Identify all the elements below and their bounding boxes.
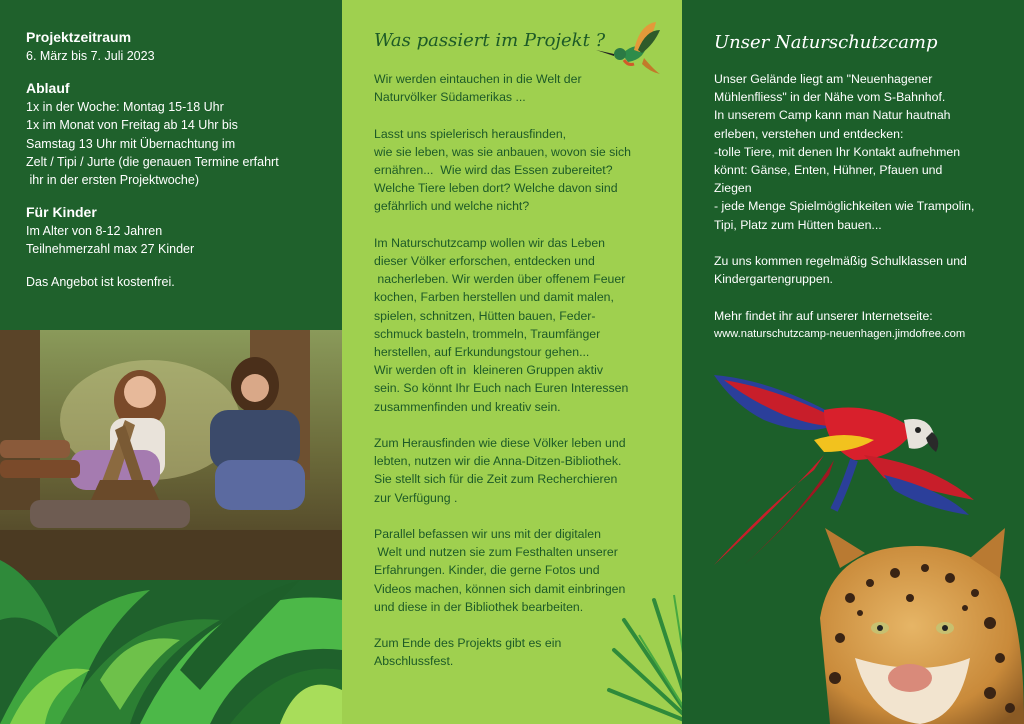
text-line: spielen, schnitzen, Hütten bauen, Feder- [374, 308, 596, 323]
text-line: sein. So könnt Ihr Euch nach Euren Interessen [374, 381, 629, 396]
text-line: erleben, verstehen und entdecken: [714, 126, 904, 141]
text-line: wie sie leben, was sie anbauen, wovon sie sich [374, 144, 632, 159]
schedule-block [26, 79, 336, 189]
text-line: Sie stellt sich für die Zeit zum Recherchieren [374, 472, 618, 487]
text-line: dieser Völker erforschen, entdecken und [374, 254, 595, 268]
text-line: Zum Ende des Projekts gibt es ein [374, 636, 562, 651]
text-line: Abschlussfest. [374, 654, 454, 669]
period-text: 6. März bis 7. Juli 2023 [26, 49, 155, 63]
text-line: Tipi, Platz zum Hütten bauen... [714, 217, 882, 232]
text-line: Wir werden oft in kleineren Gruppen aktiv [374, 363, 603, 378]
jaguar-illustration [810, 528, 1024, 724]
schedule-line: Samstag 13 Uhr mit Übernachtung im [26, 136, 236, 151]
text-line: ernähren... Wie wird das Essen zubereitet? [374, 163, 613, 177]
kids-heading: Für Kinder [26, 204, 97, 221]
text-line: Welche Tiere leben dort? Welche davon sind [374, 181, 618, 196]
text-line: und diese in der Bibliothek bearbeiten. [374, 599, 584, 614]
project-info [26, 28, 336, 291]
paragraph [374, 234, 674, 416]
kids-line: Im Alter von 8-12 Jahren [26, 224, 163, 239]
text-line: herstellen, auf Erkundungstour gehen... [374, 345, 590, 360]
free-text: Das Angebot ist kostenfrei. [26, 274, 175, 289]
text-line: In unserem Camp kann man Natur hautnah [714, 108, 951, 123]
text-line: Im Naturschutzcamp wollen wir das Leben [374, 235, 606, 250]
middle-title: Was passiert im Projekt ? [374, 30, 606, 51]
kids-block [26, 203, 336, 258]
text-line: Ziegen [714, 181, 752, 196]
middle-body [374, 70, 674, 671]
text-line: Naturvölker Südamerikas ... [374, 90, 526, 105]
period-heading: Projektzeitraum [26, 29, 132, 45]
text-line: lebten, nutzen wir die Anna-Ditzen-Bibliothek. [374, 454, 622, 469]
text-line: kochen, Farben herstellen und damit malen, [374, 290, 614, 305]
left-panel [0, 0, 342, 724]
text-line: Unser Gelände liegt am "Neuenhagener [714, 72, 933, 86]
text-line: Kindergartengruppen. [714, 272, 833, 287]
text-line: schmuck basteln, trommeln, Traumfänger [374, 326, 601, 341]
text-line: Lasst uns spielerisch herausfinden, [374, 126, 567, 141]
schedule-heading: Ablauf [26, 80, 70, 97]
text-line: Zu uns kommen regelmäßig Schulklassen und [714, 254, 967, 269]
text-line: könnt: Gänse, Enten, Hühner, Pfauen und [714, 163, 943, 178]
text-line: - jede Menge Spielmöglichkeiten wie Trampolin, [714, 199, 975, 214]
schedule-line: ihr in der ersten Projektwoche) [26, 173, 199, 188]
text-line: nacherleben. Wir werden über offenem Feuer [374, 272, 626, 287]
text-line: Wir werden eintauchen in die Welt der [374, 72, 582, 86]
text-line: Mühlenfliess" in der Nähe vom S-Bahnhof. [714, 90, 946, 105]
text-line: Zum Herausfinden wie diese Völker leben und [374, 436, 626, 451]
paragraph [374, 70, 674, 106]
text-line: zur Verfügung . [374, 490, 458, 505]
right-body [714, 70, 1014, 343]
text-line: -tolle Tiere, mit denen Ihr Kontakt aufnehmen [714, 144, 961, 159]
schedule-line: 1x in der Woche: Montag 15-18 Uhr [26, 100, 224, 115]
palm-leaf-illustration [604, 590, 682, 724]
paragraph [374, 125, 674, 216]
schedule-line: Zelt / Tipi / Jurte (die genauen Termine erfahrt [26, 154, 279, 169]
right-panel [682, 0, 1024, 724]
right-title: Unser Naturschutzcamp [714, 32, 938, 53]
schedule-line: 1x im Monat von Freitag ab 14 Uhr bis [26, 118, 238, 133]
text-line: zusammenfinden und kreativ sein. [374, 399, 561, 414]
text-line: Welt und nutzen sie zum Festhalten unserer [374, 545, 618, 560]
jungle-leaves-illustration [0, 520, 342, 724]
text-line: Erfahrungen. Kinder, die gerne Fotos und [374, 563, 600, 578]
middle-panel [342, 0, 682, 724]
more-text: Mehr findet ihr auf unserer Internetseite: [714, 308, 933, 323]
paragraph [374, 434, 674, 507]
text-line: Videos machen, können sich damit einbringen [374, 581, 626, 596]
period-block [26, 28, 336, 65]
website-url: www.naturschutzcamp-neuenhagen.jimdofree.com [714, 327, 966, 340]
text-line: Parallel befassen wir uns mit der digitalen [374, 527, 601, 542]
text-line: gefährlich und welche nicht? [374, 199, 530, 214]
kids-line: Teilnehmerzahl max 27 Kinder [26, 242, 195, 257]
